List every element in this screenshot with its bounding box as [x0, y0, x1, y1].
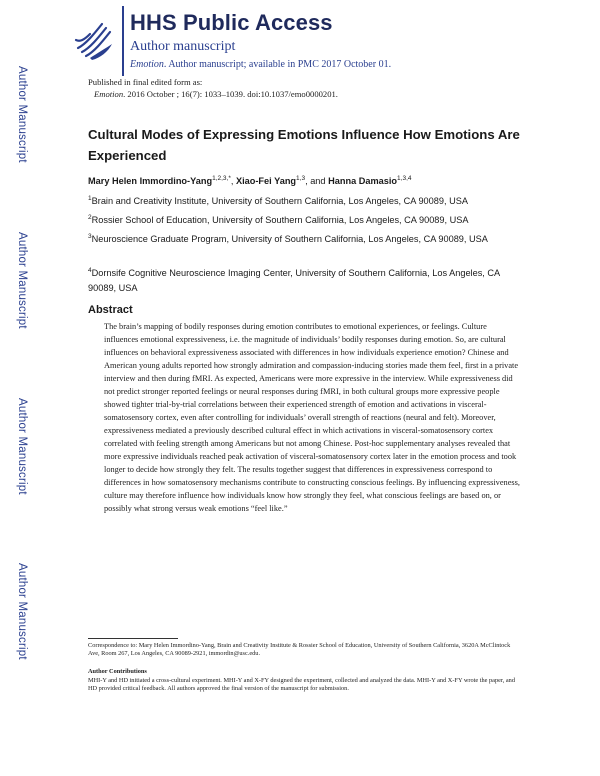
article-title: Cultural Modes of Expressing Emotions Influence How Emotions Are Experienced	[88, 127, 520, 163]
citation	[88, 89, 338, 101]
author-list	[88, 175, 412, 186]
author-affiliation-marks: 1,3,4	[397, 175, 412, 182]
abstract-body: The brain’s mapping of bodily responses during emotion contributes to emotional experiences, or feelings. Culture influences emotional expressiveness, i.e. the magnitude of individuals’ bodily responses during emotion. So, are cultural influences on behavioral expressiveness associated with differences in how individuals experience emotion? Chinese and American young adults reported how strongly admiration and compassion-inducing stories made them feel, first in a private interview and then during fMRI. As expected, Americans were more expressive in the interview. While expressiveness did not predict stronger reported feelings or neural responses during fMRI, in both cultural groups more expressive people showed tighter trial-by-trial correlations between their experienced strength of emotion and activations in visceral-somatosensory cortex, even after controlling for individuals’ overall strength of reactions (neural and felt). Moreover, expressiveness mediated a previously described cultural effect in which activations in visceral-somatosensory cortex correlated with feeling strength among Americans but not among Chinese. Post-hoc supplementary analyses revealed that more expressive individuals reached peak activation of visceral-somatosensory cortex later in the emotion process and took longer to decide how strongly they felt. The results together suggest that differences in expressiveness correspond to differences in how somatosensory mechanisms contribute to constructing conscious feelings. By influencing expressiveness, culture may therefore influence how individuals know how strongly they feel, what conscious feelings are based on, or possibly what strong versus weak emotions “feel like.”	[104, 322, 521, 513]
header-divider	[122, 6, 124, 76]
affiliation-number: 2	[88, 214, 92, 221]
affiliation	[88, 229, 528, 247]
affiliation-text: Brain and Creativity Institute, University of Southern California, Los Angeles, CA 90089, USA	[91, 196, 468, 207]
author-manuscript-side-label: Author Manuscript	[16, 232, 28, 329]
availability-note: . Author manuscript; available in PMC 2017 October 01.	[163, 59, 392, 70]
citation-journal: Emotion	[94, 88, 124, 99]
affiliation	[88, 263, 528, 296]
affiliation-number: 1	[88, 195, 92, 202]
affiliation	[88, 191, 528, 209]
author-manuscript-side-label: Author Manuscript	[16, 66, 28, 163]
hhs-header	[72, 6, 592, 76]
affiliation-text: Dornsife Cognitive Neuroscience Imaging Center, University of Southern California, Los Angeles, CA 90089, USA	[88, 268, 500, 294]
author-manuscript-side-label: Author Manuscript	[16, 398, 28, 495]
affiliation-number: 3	[88, 233, 92, 240]
author-affiliation-marks: 1,3	[296, 175, 306, 182]
author-affiliation-marks: 1,2,3,*	[212, 175, 231, 182]
contributions-heading: Author Contributions	[88, 668, 147, 675]
correspondence-note: Correspondence to: Mary Helen Immordino-Yang, Brain and Creativity Institute & Rossier School of Education, University of Southern California, 3620A McClintock Ave, Room 267, Los Angeles, CA 90089-2921, immordin@usc.edu.	[88, 642, 511, 658]
affiliation-text: Rossier School of Education, University of Southern California, Los Angeles, CA 90089, USA	[91, 215, 469, 226]
journal-availability	[130, 59, 391, 70]
footnote-divider	[88, 638, 178, 639]
contributions-text: MHI-Y and HD initiated a cross-cultural experiment. MHI-Y and X-FY designed the experiment, collected and analyzed the data. MHI-Y and X-FY wrote the paper, and HD provided critical feedback. All authors approved the final version of the manuscript for submission.	[88, 677, 515, 693]
author-name: Mary Helen Immordino-Yang	[88, 176, 213, 187]
hhs-title: HHS Public Access	[130, 10, 333, 35]
citation-details: . 2016 October ; 16(7): 1033–1039. doi:10.1037/emo0000201.	[123, 88, 338, 99]
publication-info	[88, 77, 338, 100]
published-label: Published in final edited form as:	[88, 77, 203, 87]
author-name: Hanna Damasio	[328, 176, 398, 187]
author-manuscript-subtitle: Author manuscript	[130, 39, 236, 54]
author-separator: , and	[305, 176, 329, 187]
author-name: Xiao-Fei Yang	[235, 176, 297, 187]
abstract-heading: Abstract	[88, 304, 133, 316]
author-separator: ,	[230, 176, 236, 187]
affiliation-number: 4	[88, 267, 92, 274]
affiliation	[88, 210, 528, 228]
journal-name: Emotion	[130, 59, 164, 70]
hhs-eagle-logo-icon	[72, 18, 116, 64]
affiliation-text: Neuroscience Graduate Program, University of Southern California, Los Angeles, CA 90089, USA	[91, 234, 488, 245]
author-manuscript-side-label: Author Manuscript	[16, 563, 28, 660]
